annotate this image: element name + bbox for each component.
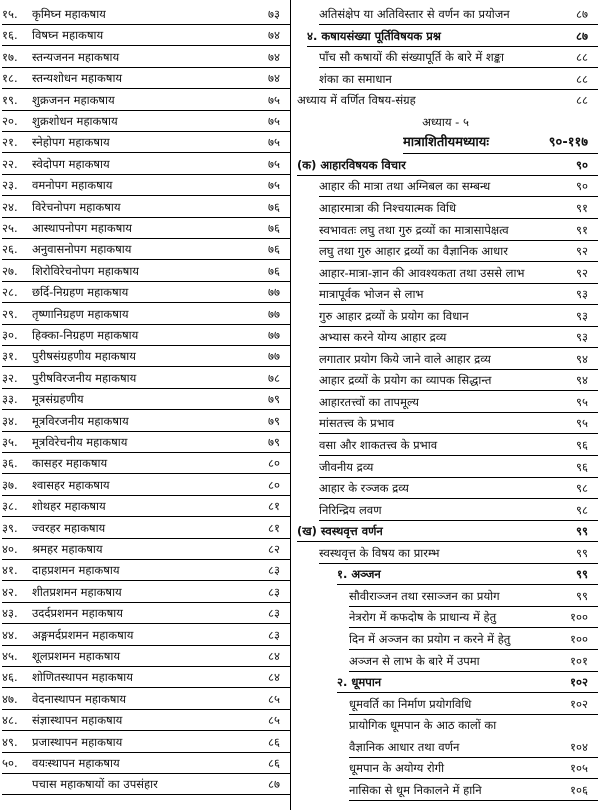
- entry-title: जीवनीय द्रव्य: [319, 459, 374, 474]
- entry-number: ४९.: [2, 734, 18, 749]
- index-entry: [319, 220, 598, 241]
- entry-title: स्नेहोपग महाकषाय: [32, 135, 110, 150]
- entry-page: ७७: [268, 306, 280, 321]
- index-entry: [2, 25, 290, 46]
- index-entry: [2, 582, 290, 603]
- index-entry: [319, 69, 598, 90]
- entry-page: ९३: [576, 287, 588, 302]
- index-entry: [349, 651, 598, 672]
- entry-title: आहार के रञ्जक द्रव्य: [319, 481, 409, 496]
- entry-page: ८४: [268, 649, 280, 663]
- index-entry: [319, 392, 598, 413]
- entry-title: श्रमहर महाकषाय: [32, 542, 103, 556]
- index-entry: [307, 26, 598, 47]
- entry-page: ९८: [576, 502, 588, 517]
- entry-number: २६.: [2, 242, 18, 257]
- entry-page: ८६: [268, 756, 280, 770]
- entry-page: ९९: [576, 567, 588, 582]
- index-entry: [2, 154, 290, 175]
- index-entry: [2, 710, 290, 731]
- entry-page: ९०: [576, 179, 588, 194]
- index-entry: [319, 241, 598, 262]
- entry-page: ९१: [576, 200, 588, 215]
- entry-page: ९१: [576, 222, 588, 237]
- chapter-number: [293, 112, 598, 132]
- entry-title: १. अञ्जन: [337, 567, 381, 582]
- entry-title: दाहप्रशमन महाकषाय: [32, 563, 120, 578]
- entry-title: श्वासहर महाकषाय: [32, 477, 110, 492]
- index-entry: [2, 453, 290, 474]
- index-entry: [2, 603, 290, 624]
- entry-page: ९५: [576, 394, 588, 409]
- entry-page: ७४: [268, 49, 280, 64]
- entry-page: ८३: [268, 606, 280, 621]
- entry-title: वयःस्थापन महाकषाय: [32, 756, 120, 770]
- index-entry: [297, 90, 598, 110]
- index-entry: [319, 478, 598, 499]
- index-entry: [319, 47, 598, 68]
- entry-title: मूत्रसंग्रहणीय: [32, 392, 84, 407]
- entry-title: वसा और शाकतत्त्व के प्रभाव: [319, 438, 438, 452]
- index-entry: [2, 625, 290, 646]
- entry-title: आहार की मात्रा तथा अग्निबल का सम्बन्ध: [319, 179, 491, 194]
- index-entry: [319, 176, 598, 197]
- entry-number: ४५.: [2, 649, 18, 663]
- entry-page: १०२: [570, 675, 588, 690]
- index-entry: [2, 325, 290, 346]
- entry-page: ९०: [576, 157, 588, 172]
- entry-page: ७६: [268, 242, 280, 257]
- index-entry: [319, 370, 598, 391]
- index-entry: [319, 413, 598, 434]
- entry-page: ८८: [576, 71, 588, 86]
- entry-number: ३९.: [2, 520, 18, 535]
- entry-page: ९३: [576, 330, 588, 345]
- entry-page: ९०-११७: [548, 135, 588, 151]
- entry-page: ९९: [576, 588, 588, 603]
- entry-title: संज्ञास्थापन महाकषाय: [32, 713, 123, 728]
- entry-page: ८८: [576, 50, 588, 65]
- entry-title: अञ्जन से लाभ के बारे में उपमा: [349, 653, 480, 668]
- entry-title: हिक्का-निग्रहण महाकषाय: [32, 328, 139, 342]
- index-entry: [2, 90, 290, 111]
- entry-title: ज्वरहर महाकषाय: [32, 520, 106, 535]
- entry-page: ७६: [268, 221, 280, 235]
- entry-page: ७३: [268, 7, 280, 21]
- entry-number: १५.: [2, 7, 18, 21]
- entry-number: २३.: [2, 178, 18, 193]
- entry-page: ७९: [268, 435, 280, 449]
- chapter-heading: [403, 133, 598, 154]
- index-entry: [319, 457, 598, 478]
- index-entry: [319, 500, 598, 521]
- entry-number: २०.: [2, 114, 18, 128]
- entry-number: २९.: [2, 306, 18, 321]
- entry-title: आहार द्रव्यों के प्रयोग का व्यापक सिद्धान्त: [319, 373, 492, 388]
- index-entry: [319, 543, 598, 564]
- entry-title: अतिसंक्षेप या अतिविस्तार से वर्णन का प्रयोजन: [319, 7, 510, 21]
- index-entry: [2, 732, 290, 753]
- entry-number: ४७.: [2, 691, 18, 706]
- entry-number: ४६.: [2, 670, 18, 685]
- entry-title: आहार-मात्रा-ज्ञान की आवश्यकता तथा उससे लाभ: [319, 265, 525, 280]
- index-entry: [2, 239, 290, 260]
- index-entry: [319, 349, 598, 370]
- index-entry: [2, 346, 290, 367]
- entry-number: २४.: [2, 199, 18, 214]
- entry-page: ९२: [576, 244, 588, 259]
- entry-title: मूत्रविरेचनीय महाकषाय: [32, 435, 128, 449]
- entry-page: ८२: [268, 542, 280, 556]
- entry-page: ७७: [268, 328, 280, 342]
- entry-title: (क) आहारविषयक विचार: [297, 157, 406, 172]
- column-divider: [290, 0, 291, 810]
- index-entry: [349, 715, 598, 735]
- entry-page: ७५: [268, 156, 280, 171]
- entry-page: ८३: [268, 563, 280, 578]
- entry-title: स्तन्यजनन महाकषाय: [32, 49, 120, 64]
- entry-page: ८७: [576, 7, 588, 21]
- entry-page: ७८: [268, 370, 280, 385]
- entry-number: २२.: [2, 156, 18, 171]
- entry-number: १९.: [2, 92, 18, 107]
- entry-title: विषघ्न महाकषाय: [32, 28, 104, 43]
- index-entry: [319, 435, 598, 456]
- entry-page: ९९: [576, 524, 588, 539]
- entry-number: २७.: [2, 263, 18, 278]
- entry-title: शोथहर महाकषाय: [32, 499, 106, 514]
- entry-page: ७५: [268, 135, 280, 150]
- entry-title: आहारतत्त्वों का तापमूल्य: [319, 394, 419, 409]
- entry-number: ५०.: [2, 756, 18, 770]
- index-entry: [2, 304, 290, 325]
- index-entry: [2, 218, 290, 239]
- entry-number: ३५.: [2, 435, 18, 449]
- entry-title: अध्याय में वर्णित विषय-संग्रह: [297, 93, 416, 108]
- entry-title: स्वभावतः लघु तथा गुरु द्रव्यों का मात्रासापेक्षत्व: [319, 222, 509, 237]
- entry-title: २. धूमपान: [337, 675, 382, 690]
- index-entry: [2, 368, 290, 389]
- index-entry: [2, 774, 290, 795]
- entry-number: ३६.: [2, 456, 18, 471]
- entry-page: ७४: [268, 71, 280, 86]
- entry-page: ९२: [576, 265, 588, 280]
- entry-page: ८६: [268, 734, 280, 749]
- entry-page: ८३: [268, 627, 280, 642]
- index-entry: [2, 539, 290, 560]
- entry-number: ४३.: [2, 606, 18, 621]
- index-entry: [2, 475, 290, 496]
- entry-title: प्रायोगिक धूमपान के आठ कालों का: [349, 718, 497, 733]
- entry-number: ३४.: [2, 413, 18, 428]
- index-entry: [349, 737, 598, 758]
- entry-page: ७७: [268, 349, 280, 364]
- index-entry: [2, 667, 290, 688]
- entry-page: ९६: [576, 459, 588, 474]
- entry-page: ८४: [268, 670, 280, 685]
- entry-title: अध्याय - ५: [422, 114, 469, 129]
- entry-number: ४४.: [2, 627, 18, 642]
- entry-title: शंका का समाधान: [319, 71, 392, 86]
- entry-title: दिन में अञ्जन का प्रयोग न करने में हेतु: [349, 631, 511, 646]
- entry-page: ८७: [576, 28, 588, 43]
- entry-title: वैज्ञानिक आधार तथा वर्णन: [349, 739, 460, 754]
- entry-page: ७९: [268, 392, 280, 407]
- entry-page: ८५: [268, 713, 280, 728]
- index-entry: [349, 607, 598, 628]
- index-entry: [297, 155, 598, 176]
- entry-title: शूलप्रशमन महाकषाय: [32, 649, 120, 663]
- entry-title: मूत्रविरजनीय महाकषाय: [32, 413, 129, 428]
- index-entry: [2, 68, 290, 89]
- entry-number: ३२.: [2, 370, 18, 385]
- entry-title: शुक्रशोधन महाकषाय: [32, 114, 118, 128]
- entry-title: आहारमात्रा की निश्चयात्मक विधि: [319, 200, 457, 215]
- index-entry: [2, 389, 290, 410]
- entry-page: ७५: [268, 178, 280, 193]
- entry-title: स्वस्थवृत्त के विषय का प्रारम्भ: [319, 545, 440, 560]
- entry-page: ८१: [268, 499, 280, 514]
- entry-page: ७४: [268, 28, 280, 43]
- index-entry: [349, 780, 598, 801]
- entry-title: अङ्गमर्दप्रशमन महाकषाय: [32, 627, 134, 642]
- index-entry: [2, 560, 290, 581]
- entry-title: निरिन्द्रिय लवण: [319, 502, 382, 517]
- entry-page: ९४: [576, 351, 588, 366]
- entry-page: १००: [570, 631, 588, 646]
- entry-page: ७५: [268, 92, 280, 107]
- index-entry: [297, 521, 598, 542]
- index-entry: [2, 646, 290, 667]
- index-entry: [337, 564, 598, 585]
- index-entry: [2, 47, 290, 68]
- index-entry: [319, 4, 598, 25]
- index-entry: [2, 132, 290, 153]
- entry-title: नेत्ररोग में कफदोष के प्राधान्य में हेतु: [349, 610, 497, 625]
- index-entry: [2, 753, 290, 774]
- entry-number: ३१.: [2, 349, 18, 364]
- entry-title: विरेचनोपग महाकषाय: [32, 199, 121, 214]
- entry-page: ९३: [576, 308, 588, 323]
- entry-title: तृष्णानिग्रहण महाकषाय: [32, 306, 129, 321]
- entry-page: ७७: [268, 285, 280, 300]
- entry-title: लघु तथा गुरु आहार द्रव्यों का वैज्ञानिक आधार: [319, 244, 508, 259]
- entry-number: ३८.: [2, 499, 18, 514]
- entry-title: स्तन्यशोधन महाकषाय: [32, 71, 123, 86]
- index-entry: [2, 518, 290, 539]
- entry-page: ९९: [576, 545, 588, 560]
- entry-page: ८०: [268, 456, 280, 471]
- entry-title: मात्रापूर्वक भोजन से लाभ: [319, 287, 424, 302]
- entry-number: ४८.: [2, 713, 18, 728]
- entry-page: १०२: [570, 696, 588, 711]
- entry-title: ४. कषायसंख्या पूर्तिविषयक प्रश्न: [307, 28, 441, 43]
- entry-number: १६.: [2, 28, 18, 43]
- entry-page: १००: [570, 610, 588, 625]
- entry-title: शिरोविरेचनोपग महाकषाय: [32, 263, 139, 278]
- entry-number: २१.: [2, 135, 18, 150]
- entry-title: प्रजास्थापन महाकषाय: [32, 734, 123, 749]
- index-entry: [2, 689, 290, 710]
- entry-title: कृमिघ्न महाकषाय: [32, 7, 106, 21]
- index-entry: [319, 306, 598, 327]
- entry-title: अभ्यास करने योग्य आहार द्रव्य: [319, 330, 447, 345]
- index-entry: [2, 411, 290, 432]
- entry-title: कासहर महाकषाय: [32, 456, 108, 471]
- entry-title: शीतप्रशमन महाकषाय: [32, 584, 122, 599]
- index-entry: [2, 4, 290, 25]
- entry-title: लगातार प्रयोग किये जाने वाले आहार द्रव्य: [319, 351, 491, 366]
- entry-page: ९६: [576, 438, 588, 452]
- index-entry: [2, 175, 290, 196]
- entry-number: ४१.: [2, 563, 18, 578]
- entry-title: पचास महाकषायों का उपसंहार: [32, 777, 158, 792]
- entry-page: १०४: [570, 739, 588, 754]
- index-entry: [2, 496, 290, 517]
- entry-page: ७९: [268, 413, 280, 428]
- entry-page: ७६: [268, 199, 280, 214]
- entry-title: छर्दि-निग्रहण महाकषाय: [32, 285, 129, 300]
- entry-title: मांसतत्त्व के प्रभाव: [319, 416, 395, 431]
- entry-page: ९८: [576, 481, 588, 496]
- index-entry: [2, 197, 290, 218]
- entry-page: ८७: [268, 777, 280, 792]
- entry-number: ४२.: [2, 584, 18, 599]
- index-entry: [349, 694, 598, 715]
- entry-title: नासिका से धूम निकालने में हानि: [349, 782, 482, 797]
- entry-title: मात्राशितीयमध्यायः: [403, 135, 489, 151]
- index-entry: [349, 586, 598, 607]
- index-entry: [2, 282, 290, 303]
- entry-title: वमनोपग महाकषाय: [32, 178, 113, 193]
- entry-title: पुरीषसंग्रहणीय महाकषाय: [32, 349, 136, 364]
- entry-number: ४०.: [2, 542, 18, 556]
- entry-page: १०५: [570, 761, 588, 776]
- entry-number: ३३.: [2, 392, 18, 407]
- index-entry: [319, 327, 598, 348]
- entry-title: वेदनास्थापन महाकषाय: [32, 691, 127, 706]
- index-entry: [2, 111, 290, 132]
- entry-page: ८१: [268, 520, 280, 535]
- entry-title: स्वेदोपग महाकषाय: [32, 156, 110, 171]
- entry-title: सौवीराञ्जन तथा रसाञ्जन का प्रयोग: [349, 588, 500, 603]
- entry-title: पुरीषविरजनीय महाकषाय: [32, 370, 137, 385]
- entry-number: १७.: [2, 49, 18, 64]
- entry-number: ३०.: [2, 328, 18, 342]
- index-entry: [337, 672, 598, 693]
- entry-number: १८.: [2, 71, 18, 86]
- index-entry: [319, 263, 598, 284]
- entry-page: ८५: [268, 691, 280, 706]
- entry-title: उदर्दप्रशमन महाकषाय: [32, 606, 123, 621]
- entry-page: १०१: [570, 653, 588, 668]
- entry-page: ९४: [576, 373, 588, 388]
- index-entry: [349, 629, 598, 650]
- index-entry: [319, 284, 598, 305]
- entry-title: (ख) स्वस्थवृत्त वर्णन: [297, 524, 383, 539]
- entry-number: २८.: [2, 285, 18, 300]
- entry-title: अनुवासनोपग महाकषाय: [32, 242, 132, 257]
- index-entry: [319, 198, 598, 219]
- entry-title: आस्थापनोपग महाकषाय: [32, 221, 132, 235]
- entry-page: ७६: [268, 263, 280, 278]
- entry-page: ७५: [268, 114, 280, 128]
- index-entry: [349, 758, 598, 779]
- entry-title: गुरु आहार द्रव्यों के प्रयोग का विधान: [319, 308, 469, 323]
- entry-page: ८३: [268, 584, 280, 599]
- entry-title: शोणितस्थापन महाकषाय: [32, 670, 133, 685]
- index-entry: [2, 432, 290, 453]
- entry-number: ३७.: [2, 477, 18, 492]
- index-entry: [2, 261, 290, 282]
- entry-number: २५.: [2, 221, 18, 235]
- entry-title: धूमवर्ति का निर्माण प्रयोगविधि: [349, 696, 472, 711]
- entry-title: शुक्रजनन महाकषाय: [32, 92, 115, 107]
- entry-page: ८८: [576, 93, 588, 108]
- entry-page: ८०: [268, 477, 280, 492]
- entry-page: ९५: [576, 416, 588, 431]
- entry-title: पाँच सौ कषायों की संख्यापूर्ति के बारे में शङ्का: [319, 50, 504, 65]
- entry-title: धूमपान के अयोग्य रोगी: [349, 761, 445, 776]
- entry-page: १०६: [570, 782, 588, 797]
